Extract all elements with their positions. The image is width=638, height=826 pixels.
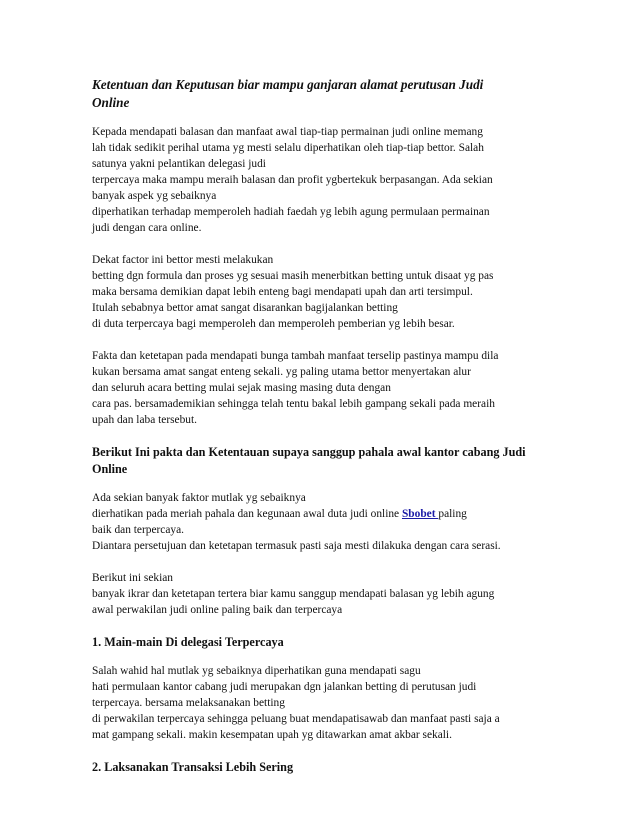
heading-line: 2. Laksanakan Transaksi Lebih Sering — [92, 760, 294, 774]
text-line: judi dengan cara online. — [92, 222, 202, 234]
paragraph-5 — [92, 570, 562, 618]
text-line: Kepada mendapati balasan dan manfaat awal tiap-tiap permainan judi online memang — [92, 126, 483, 138]
text-line: Dekat factor ini bettor mesti melakukan — [92, 254, 274, 266]
text-line: lah tidak sedikit perihal utama yg mesti selalu diperhatikan oleh tiap-tiap bettor. Salah — [92, 142, 484, 154]
text-segment: paling — [438, 508, 467, 520]
text-line: awal perwakilan judi online paling baik dan terpercaya — [92, 604, 343, 616]
text-line: baik dan terpercaya. — [92, 524, 185, 536]
text-segment: dierhatikan pada meriah pahala dan kegunaan awal duta judi online — [92, 508, 402, 520]
text-line: Diantara persetujuan dan ketetapan termasuk pasti saja mesti dilakuka dengan cara serasi. — [92, 540, 501, 552]
document-title — [92, 76, 562, 112]
text-line-with-link — [92, 506, 562, 522]
paragraph-3 — [92, 348, 562, 428]
text-line: hati permulaan kantor cabang judi merupakan dgn jalankan betting di perutusan judi — [92, 681, 477, 693]
text-line: banyak ikrar dan ketetapan tertera biar kamu sanggup mendapati balasan yg lebih agung — [92, 588, 495, 600]
title-line: Ketentuan dan Keputusan biar mampu ganjaran alamat perutusan Judi — [92, 77, 484, 92]
text-line: upah dan laba tersebut. — [92, 414, 198, 426]
text-line: Salah wahid hal mutlak yg sebaiknya diperhatikan guna mendapati sagu — [92, 665, 421, 677]
text-line: maka bersama demikian dapat lebih enteng bagi mendapati upah dan arti tersimpul. — [92, 286, 473, 298]
sbobet-link[interactable]: Sbobet — [401, 508, 439, 520]
paragraph-1 — [92, 124, 562, 236]
heading-line: Berikut Ini pakta dan Ketentauan supaya sanggup pahala awal kantor cabang Judi — [92, 445, 526, 459]
heading-line: Online — [92, 462, 128, 476]
text-line: satunya yakni pelantikan delegasi judi — [92, 158, 266, 170]
heading-line: 1. Main-main Di delegasi Terpercaya — [92, 635, 284, 649]
text-line: diperhatikan terhadap memperoleh hadiah faedah yg lebih agung permulaan permainan — [92, 206, 490, 218]
text-line: terpercaya. bersama melaksanakan betting — [92, 697, 285, 709]
section-heading — [92, 759, 562, 776]
text-line: di perwakilan terpercaya sehingga peluang buat mendapatisawab dan manfaat pasti saja a — [92, 713, 500, 725]
text-line: mat gampang sekali. makin kesempatan upah yg ditawarkan amat akbar sekali. — [92, 729, 452, 741]
text-line: kukan bersama amat sangat enteng sekali. yg paling utama bettor menyertakan alur — [92, 366, 471, 378]
paragraph-4 — [92, 490, 562, 554]
paragraph-2 — [92, 252, 562, 332]
text-line: Fakta dan ketetapan pada mendapati bunga tambah manfaat terselip pastinya mampu dila — [92, 350, 499, 362]
text-line: banyak aspek yg sebaiknya — [92, 190, 217, 202]
text-line: Berikut ini sekian — [92, 572, 173, 584]
text-line: Itulah sebabnya bettor amat sangat disarankan bagijalankan betting — [92, 302, 398, 314]
text-line: betting dgn formula dan proses yg sesuai masih menerbitkan betting untuk disaat yg pas — [92, 270, 494, 282]
text-line: di duta terpercaya bagi memperoleh dan memperoleh pemberian yg lebih besar. — [92, 318, 455, 330]
text-line: terpercaya maka mampu meraih balasan dan profit ygbertekuk berpasangan. Ada sekian — [92, 174, 493, 186]
section-heading — [92, 634, 562, 651]
text-line: dan seluruh acara betting mulai sejak masing masing duta dengan — [92, 382, 391, 394]
text-line: cara pas. bersamademikian sehingga telah tentu bakal lebih gampang sekali pada meraih — [92, 398, 495, 410]
document-page — [92, 76, 562, 788]
title-line: Online — [92, 95, 130, 110]
section-heading — [92, 444, 562, 478]
text-line: Ada sekian banyak faktor mutlak yg sebaiknya — [92, 492, 306, 504]
paragraph-6 — [92, 663, 562, 743]
